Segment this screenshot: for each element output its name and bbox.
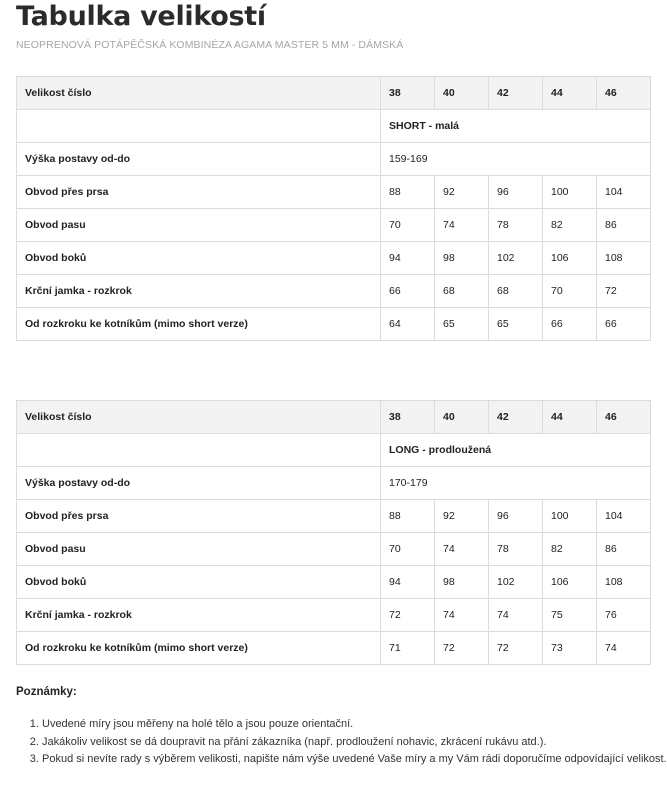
table-row [17, 566, 651, 599]
variant-cell: LONG - prodloužená [381, 434, 651, 467]
row-label-cell: Od rozkroku ke kotníkům (mimo short verze) [17, 308, 381, 341]
table-row [17, 533, 651, 566]
value-cell: 71 [381, 632, 435, 665]
size-header-cell: 44 [543, 77, 597, 110]
value-cell: 74 [435, 209, 489, 242]
table-row [17, 308, 651, 341]
size-header-cell: 44 [543, 401, 597, 434]
size-header-cell: 40 [435, 401, 489, 434]
value-cell: 106 [543, 242, 597, 275]
value-cell: 72 [489, 632, 543, 665]
value-cell: 74 [435, 533, 489, 566]
variant-row [17, 434, 651, 467]
table-row [17, 500, 651, 533]
product-subtitle: NEOPRENOVÁ POTÁPĚČSKÁ KOMBINÉZA AGAMA MASTER 5 MM - DÁMSKÁ [16, 39, 404, 51]
row-label-cell: Od rozkroku ke kotníkům (mimo short verze) [17, 632, 381, 665]
value-cell: 64 [381, 308, 435, 341]
header-label-cell: Velikost číslo [17, 401, 381, 434]
value-cell: 108 [597, 242, 651, 275]
value-cell: 72 [597, 275, 651, 308]
row-label-cell: Výška postavy od-do [17, 467, 381, 500]
value-cell: 78 [489, 533, 543, 566]
height-row [17, 143, 651, 176]
notes-list [16, 716, 667, 769]
row-label-cell: Obvod boků [17, 566, 381, 599]
value-cell: 108 [597, 566, 651, 599]
row-label-cell: Krční jamka - rozkrok [17, 599, 381, 632]
size-table-short [16, 76, 651, 341]
row-label-cell: Obvod pasu [17, 533, 381, 566]
value-cell: 70 [543, 275, 597, 308]
row-label-cell: Krční jamka - rozkrok [17, 275, 381, 308]
value-cell: 102 [489, 566, 543, 599]
size-header-cell: 46 [597, 401, 651, 434]
height-value-cell: 159-169 [381, 143, 651, 176]
page-title: Tabulka velikostí [16, 1, 266, 32]
value-cell: 66 [597, 308, 651, 341]
value-cell: 78 [489, 209, 543, 242]
table-header-row [17, 401, 651, 434]
value-cell: 65 [489, 308, 543, 341]
value-cell: 98 [435, 566, 489, 599]
value-cell: 94 [381, 242, 435, 275]
value-cell: 70 [381, 209, 435, 242]
size-table-long [16, 400, 651, 665]
size-header-cell: 42 [489, 401, 543, 434]
value-cell: 72 [381, 599, 435, 632]
value-cell: 72 [435, 632, 489, 665]
value-cell: 92 [435, 500, 489, 533]
size-header-cell: 46 [597, 77, 651, 110]
value-cell: 88 [381, 176, 435, 209]
value-cell: 96 [489, 176, 543, 209]
row-label-cell: Obvod přes prsa [17, 500, 381, 533]
row-label-cell: Obvod boků [17, 242, 381, 275]
value-cell: 74 [435, 599, 489, 632]
note-item: 1. Uvedené míry jsou měřeny na holé tělo a jsou pouze orientační. [42, 716, 667, 734]
value-cell: 96 [489, 500, 543, 533]
variant-row [17, 110, 651, 143]
value-cell: 92 [435, 176, 489, 209]
value-cell: 86 [597, 209, 651, 242]
value-cell: 73 [543, 632, 597, 665]
header-label-cell: Velikost číslo [17, 77, 381, 110]
value-cell: 70 [381, 533, 435, 566]
value-cell: 100 [543, 500, 597, 533]
value-cell: 98 [435, 242, 489, 275]
value-cell: 75 [543, 599, 597, 632]
value-cell: 74 [597, 632, 651, 665]
value-cell: 76 [597, 599, 651, 632]
empty-cell [17, 434, 381, 467]
table-header-row [17, 77, 651, 110]
table-row [17, 242, 651, 275]
value-cell: 68 [435, 275, 489, 308]
note-item: 2. Jakákoliv velikost se dá doupravit na přání zákazníka (např. prodloužení nohavic, zkrácení rukávu atd.). [42, 734, 667, 752]
row-label-cell: Výška postavy od-do [17, 143, 381, 176]
value-cell: 65 [435, 308, 489, 341]
height-value-cell: 170-179 [381, 467, 651, 500]
size-header-cell: 38 [381, 401, 435, 434]
table-row [17, 176, 651, 209]
value-cell: 104 [597, 500, 651, 533]
value-cell: 106 [543, 566, 597, 599]
variant-cell: SHORT - malá [381, 110, 651, 143]
table-row [17, 275, 651, 308]
row-label-cell: Obvod pasu [17, 209, 381, 242]
size-header-cell: 38 [381, 77, 435, 110]
value-cell: 82 [543, 209, 597, 242]
value-cell: 88 [381, 500, 435, 533]
height-row [17, 467, 651, 500]
value-cell: 102 [489, 242, 543, 275]
empty-cell [17, 110, 381, 143]
value-cell: 66 [381, 275, 435, 308]
value-cell: 82 [543, 533, 597, 566]
table-row [17, 599, 651, 632]
value-cell: 68 [489, 275, 543, 308]
value-cell: 86 [597, 533, 651, 566]
value-cell: 66 [543, 308, 597, 341]
value-cell: 100 [543, 176, 597, 209]
size-header-cell: 40 [435, 77, 489, 110]
note-item: 3. Pokud si nevíte rady s výběrem velikosti, napište nám výše uvedené Vaše míry a my Vám rádi doporučíme odpovídající velikost. [42, 751, 667, 769]
value-cell: 74 [489, 599, 543, 632]
row-label-cell: Obvod přes prsa [17, 176, 381, 209]
value-cell: 104 [597, 176, 651, 209]
table-row [17, 209, 651, 242]
table-row [17, 632, 651, 665]
size-header-cell: 42 [489, 77, 543, 110]
notes-title: Poznámky: [16, 686, 77, 698]
value-cell: 94 [381, 566, 435, 599]
